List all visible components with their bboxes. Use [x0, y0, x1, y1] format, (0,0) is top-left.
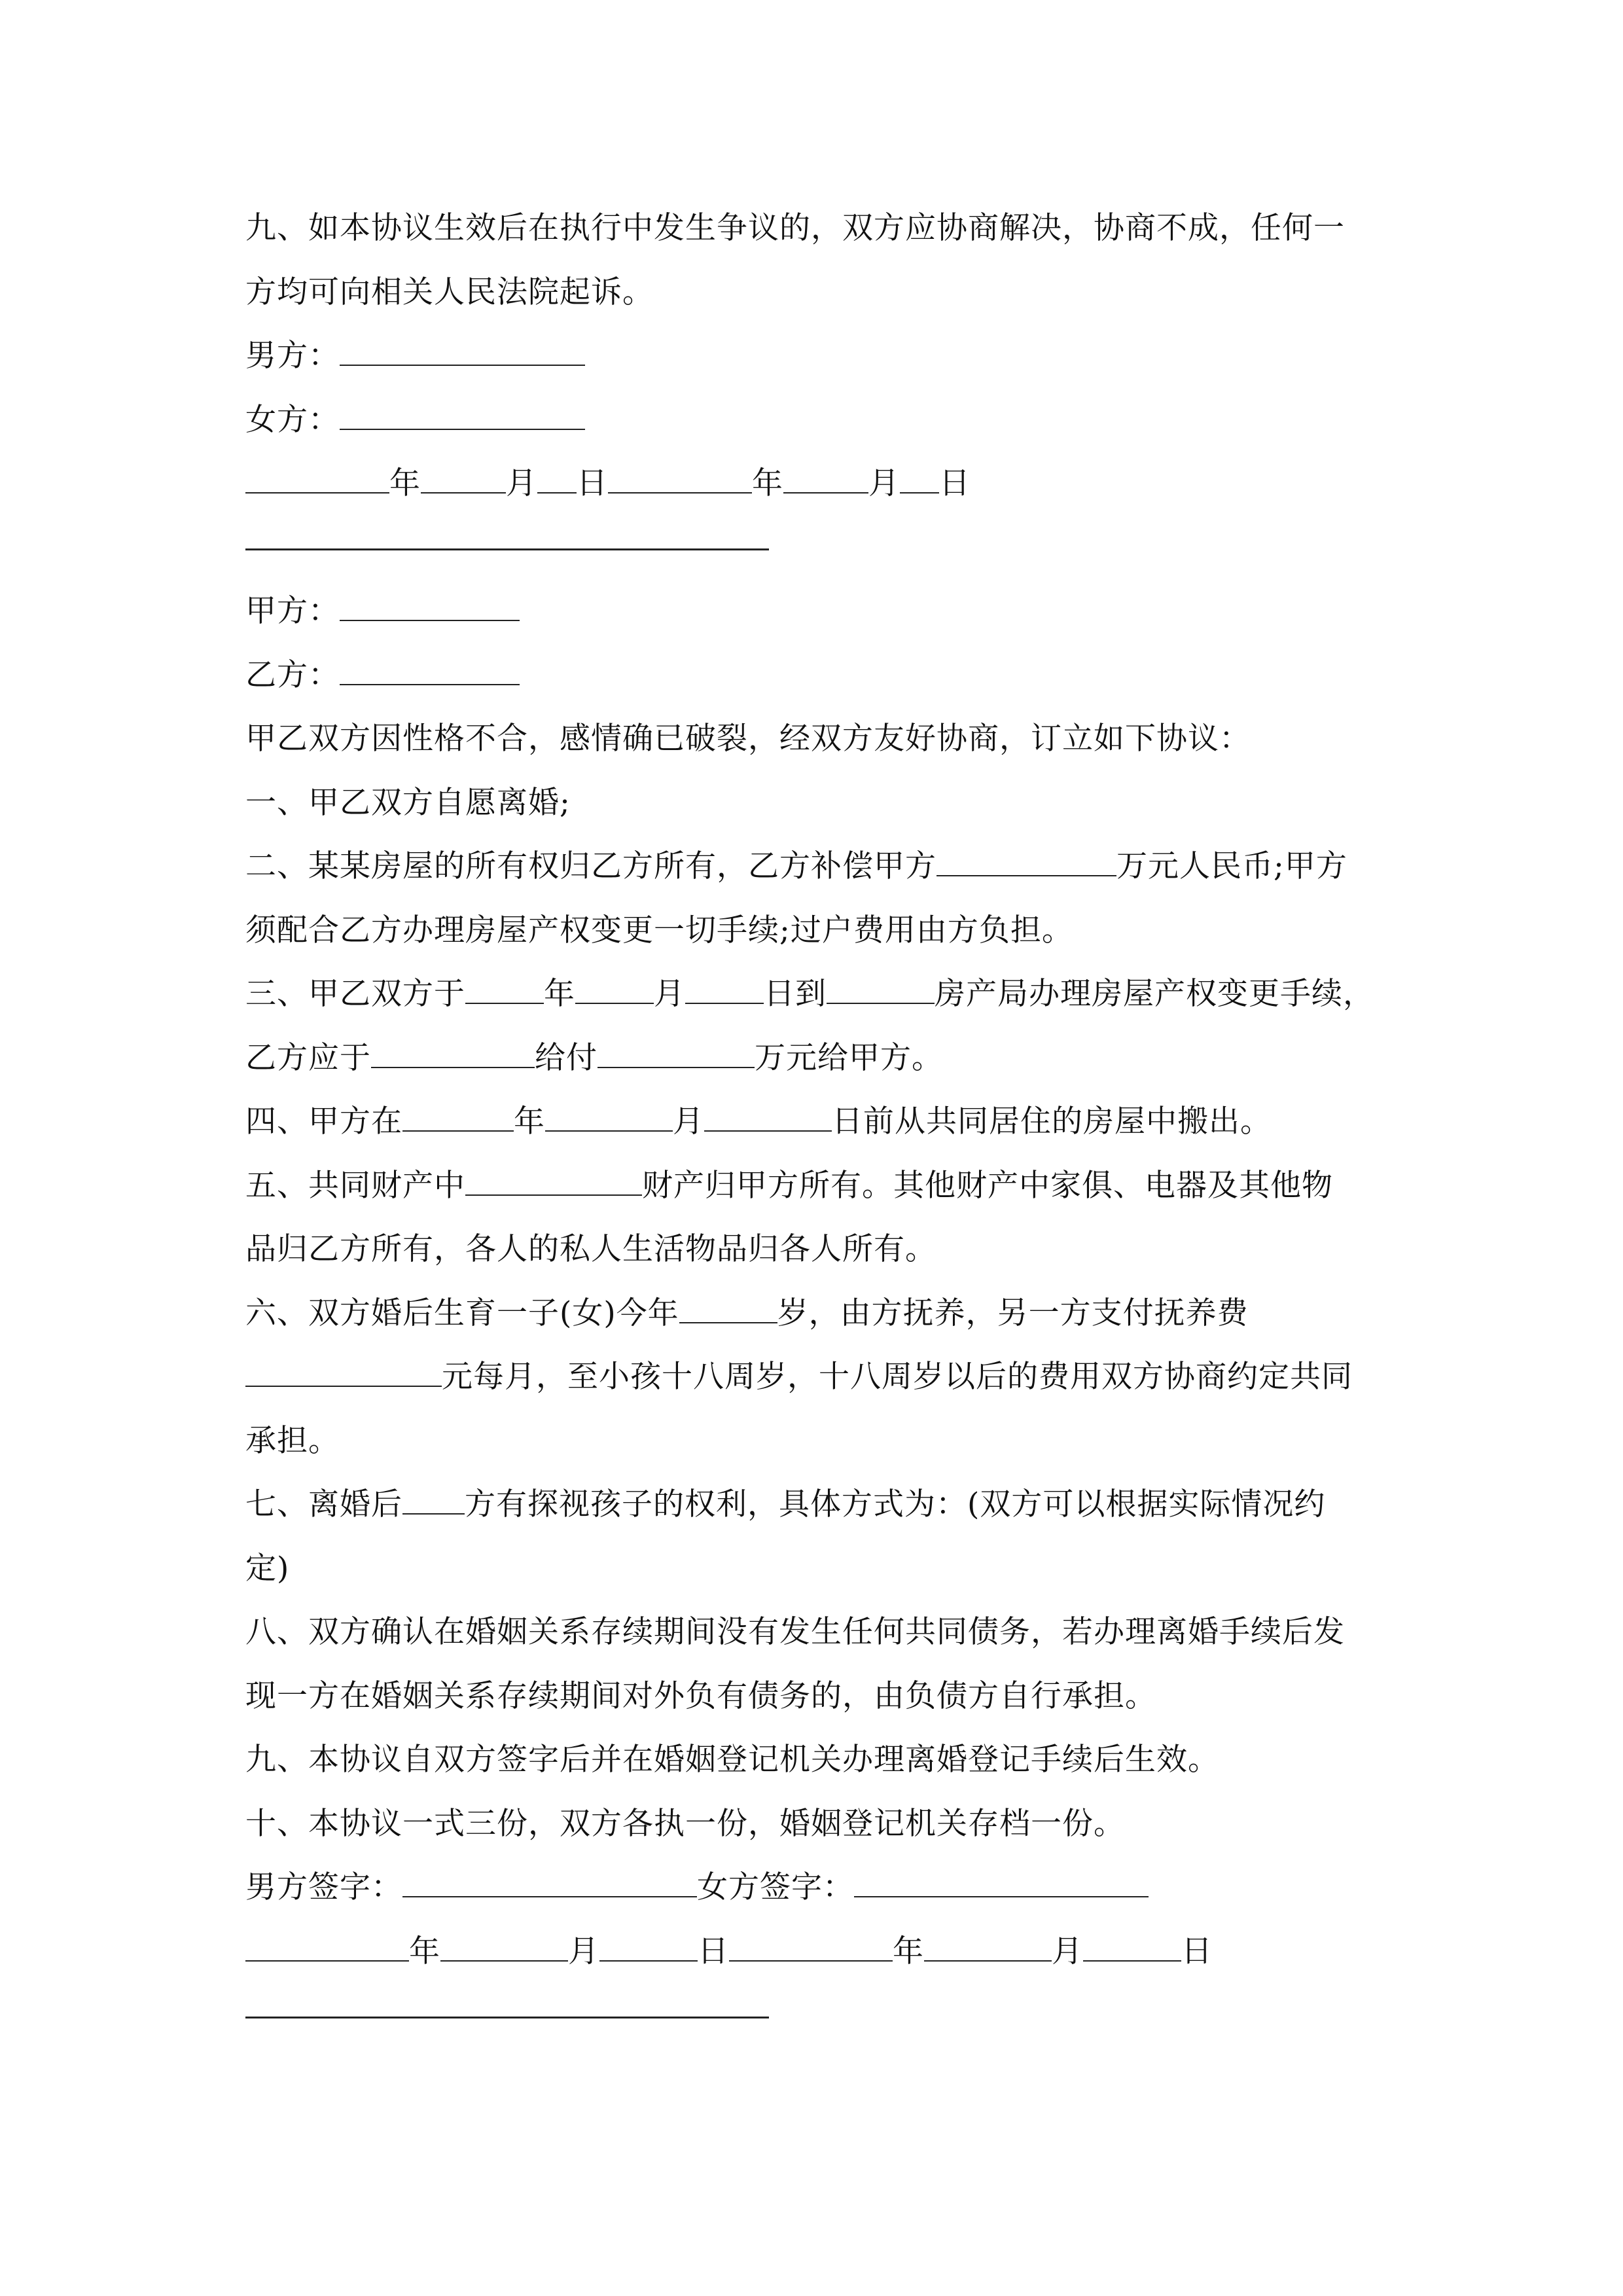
date-blank[interactable] — [783, 467, 868, 493]
date-blank[interactable] — [729, 1935, 893, 1962]
date-blank[interactable] — [608, 467, 752, 493]
female-signature-blank[interactable] — [854, 1871, 1149, 1897]
date-blank[interactable] — [599, 1935, 698, 1962]
date-blank[interactable] — [245, 1935, 409, 1962]
document-body — [245, 196, 1378, 2047]
party-b-blank[interactable] — [340, 659, 520, 685]
date-blank[interactable] — [421, 467, 506, 493]
payment-amount-blank[interactable] — [597, 1042, 755, 1068]
male-signature-blank[interactable] — [402, 1871, 697, 1897]
date-blank[interactable] — [465, 978, 544, 1004]
clause-7-line-1: 七、离婚后 方有探视孩子的权利，具体方式为：(双方可以根据实际情况约 — [245, 1486, 1326, 1522]
agreement-intro: 甲乙双方因性格不合，感情确已破裂，经双方友好协商，订立如下协议： — [245, 721, 1251, 757]
clause-1: 一、甲乙双方自愿离婚; — [245, 784, 571, 821]
clause-6-line-2: 元每月，至小孩十八周岁，十八周岁以后的费用双方协商约定共同 — [245, 1345, 1378, 1409]
housing-bureau-blank[interactable] — [827, 978, 935, 1004]
date-blank[interactable] — [704, 1105, 832, 1132]
date-line-2: 年 月 日 年 月 日 — [245, 1920, 1378, 1984]
party-a-line: 甲方： — [245, 579, 1378, 643]
separator-rule — [245, 548, 769, 550]
clause-2-line-2: 须配合乙方办理房屋产权变更一切手续;过户费用由方负担。 — [245, 912, 1073, 948]
clause-5-line-2: 品归乙方所有，各人的私人生活物品归各人所有。 — [245, 1231, 936, 1267]
signatures-line: 男方签字： 女方签字： — [245, 1856, 1378, 1920]
date-blank[interactable] — [245, 467, 389, 493]
support-amount-blank[interactable] — [245, 1361, 442, 1387]
compensation-amount-blank[interactable] — [936, 850, 1116, 876]
clause-5-line-1: 五、共同财产中 财产归甲方所有。其他财产中家俱、电器及其他物 — [245, 1167, 1333, 1204]
clause-10-copies: 十、本协议一式三份，双方各执一份，婚姻登记机关存档一份。 — [245, 1805, 1125, 1842]
clause-9-effective: 九、本协议自双方签字后并在婚姻登记机关办理离婚登记手续后生效。 — [245, 1742, 1219, 1778]
clause-3-line-1: 三、甲乙双方于 年 月 日到 房产局办理房屋产权变更手续， — [245, 976, 1374, 1012]
date-blank[interactable] — [924, 1935, 1052, 1962]
party-a-blank[interactable] — [340, 595, 520, 621]
date-blank[interactable] — [685, 978, 764, 1004]
clause-8-line-2: 现一方在婚姻关系存续期间对外负有债务的，由负债方自行承担。 — [245, 1677, 1156, 1714]
clause-9-dispute-line-1: 九、如本协议生效后在执行中发生争议的，双方应协商解决，协商不成，任何一 — [245, 210, 1345, 246]
date-blank[interactable] — [537, 467, 577, 493]
clause-2-line-1: 二、某某房屋的所有权归乙方所有，乙方补偿甲方 万元人民币;甲方 — [245, 848, 1347, 884]
clause-8-line-1: 八、双方确认在婚姻关系存续期间没有发生任何共同债务，若办理离婚手续后发 — [245, 1614, 1345, 1650]
clause-7-line-2: 定) — [245, 1550, 290, 1587]
clause-9-dispute-line-2: 方均可向相关人民法院起诉。 — [245, 274, 654, 310]
separator-line — [245, 516, 1378, 580]
date-blank[interactable] — [440, 1935, 568, 1962]
female-signature-line: 女方： — [245, 388, 1378, 452]
date-blank[interactable] — [575, 978, 654, 1004]
male-signature-line: 男方： — [245, 324, 1378, 388]
date-blank[interactable] — [900, 467, 939, 493]
separator-rule — [245, 2017, 769, 2018]
visiting-party-blank[interactable] — [402, 1488, 465, 1515]
clause-6-line-3: 承担。 — [245, 1422, 340, 1459]
clause-4: 四、甲方在 年 月 日前从共同居住的房屋中搬出。 — [245, 1103, 1272, 1139]
party-b-line: 乙方： — [245, 643, 1378, 708]
female-signature-blank[interactable] — [340, 404, 585, 430]
date-line-1: 年 月 日 年 月 日 — [245, 452, 1378, 516]
child-age-blank[interactable] — [679, 1297, 777, 1323]
property-blank[interactable] — [465, 1170, 642, 1196]
clause-6-line-1: 六、双方婚后生育一子(女)今年 岁，由方抚养，另一方支付抚养费 — [245, 1295, 1249, 1331]
payment-date-blank[interactable] — [371, 1042, 535, 1068]
clause-3-line-2: 乙方应于 给付 万元给甲方。 — [245, 1039, 943, 1076]
date-blank[interactable] — [402, 1105, 514, 1132]
male-signature-blank[interactable] — [340, 340, 585, 366]
separator-line — [245, 1983, 1378, 2047]
date-blank[interactable] — [545, 1105, 673, 1132]
date-blank[interactable] — [1083, 1935, 1181, 1962]
